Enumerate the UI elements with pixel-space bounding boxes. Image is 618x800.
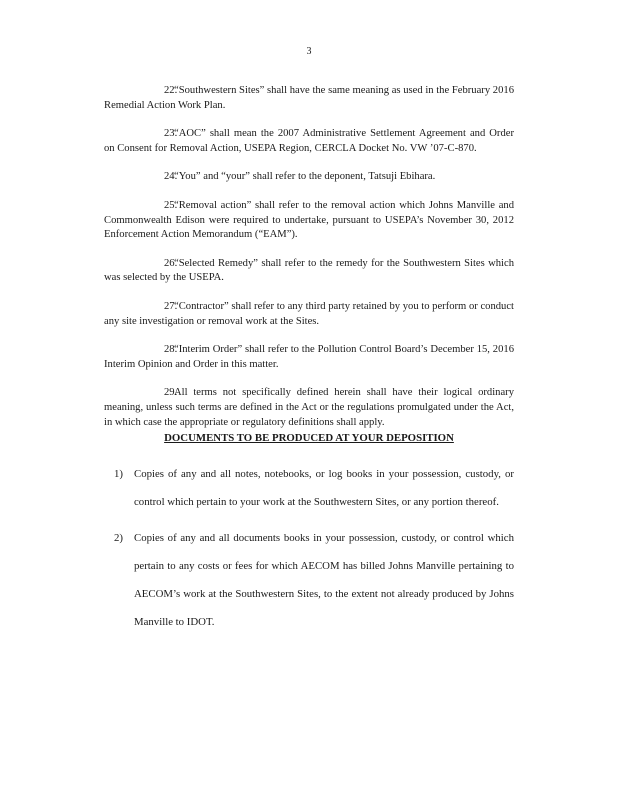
documents-list xyxy=(104,460,514,644)
definition-number: 23. xyxy=(164,128,178,140)
definition-paragraph-26 xyxy=(104,257,514,286)
document-request-item xyxy=(104,524,514,636)
definition-number: 27. xyxy=(164,300,178,312)
document-request-text: Copies of any and all documents books in your possession, custody, or control which pertain to any costs or fees for which AECOM has billed Johns Manville pertaining to AECOM’s work at the Southwestern Sites, to the extent not already produced by Johns Manville to IDOT. xyxy=(134,532,514,628)
page-number: 3 xyxy=(306,46,312,57)
document-request-marker: 2) xyxy=(114,532,123,544)
definition-text: “Southwestern Sites” shall have the same meaning as used in the February 2016 Remedial Action Work Plan. xyxy=(104,85,514,111)
definition-paragraph-22 xyxy=(104,84,514,113)
definition-text: “You” and “your” shall refer to the deponent, Tatsuji Ebihara. xyxy=(174,171,436,183)
document-request-text: Copies of any and all notes, notebooks, or log books in your possession, custody, or control which pertain to your work at the Southwestern Sites, or any portion thereof. xyxy=(134,468,514,508)
definition-paragraph-27 xyxy=(104,300,514,329)
document-request-marker: 1) xyxy=(114,468,123,480)
definition-paragraph-24 xyxy=(104,170,514,185)
document-request-item xyxy=(104,460,514,516)
definition-text: All terms not specifically defined herein shall have their logical ordinary meaning, unless such terms are defined in the Act or the regulations promulgated under the Act, in which case the appropriate or regulatory definitions shall apply. xyxy=(104,387,514,428)
definition-text: “Interim Order” shall refer to the Pollution Control Board’s December 15, 2016 Interim Opinion and Order in this matter. xyxy=(104,344,514,370)
definition-paragraph-25 xyxy=(104,199,514,243)
definition-paragraph-23 xyxy=(104,127,514,156)
definition-text: “Contractor” shall refer to any third party retained by you to perform or conduct any site investigation or removal work at the Sites. xyxy=(104,300,514,327)
documents-heading: DOCUMENTS TO BE PRODUCED AT YOUR DEPOSITION xyxy=(164,432,454,444)
definition-number: 26. xyxy=(164,257,178,269)
definition-text: “AOC” shall mean the 2007 Administrative Settlement Agreement and Order on Consent for Removal Action, USEPA Region, CERCLA Docket No. VW ’07-C-870. xyxy=(104,128,514,154)
definition-paragraph-28 xyxy=(104,343,514,372)
definition-number: 28. xyxy=(164,344,178,356)
definition-text: “Selected Remedy” shall refer to the remedy for the Southwestern Sites which was selected by the USEPA. xyxy=(104,257,514,284)
definition-number: 25. xyxy=(164,199,178,211)
definitions-list xyxy=(104,84,514,444)
definition-text: “Removal action” shall refer to the removal action which Johns Manville and Commonwealth Edison were required to undertake, pursuant to USEPA’s November 30, 2012 Enforcement Action Memorandum (“EAM”). xyxy=(104,199,514,241)
definition-paragraph-29 xyxy=(104,386,514,430)
definition-number: 22. xyxy=(164,85,178,96)
definition-number: 29. xyxy=(164,387,178,399)
definition-number: 24. xyxy=(164,171,178,183)
